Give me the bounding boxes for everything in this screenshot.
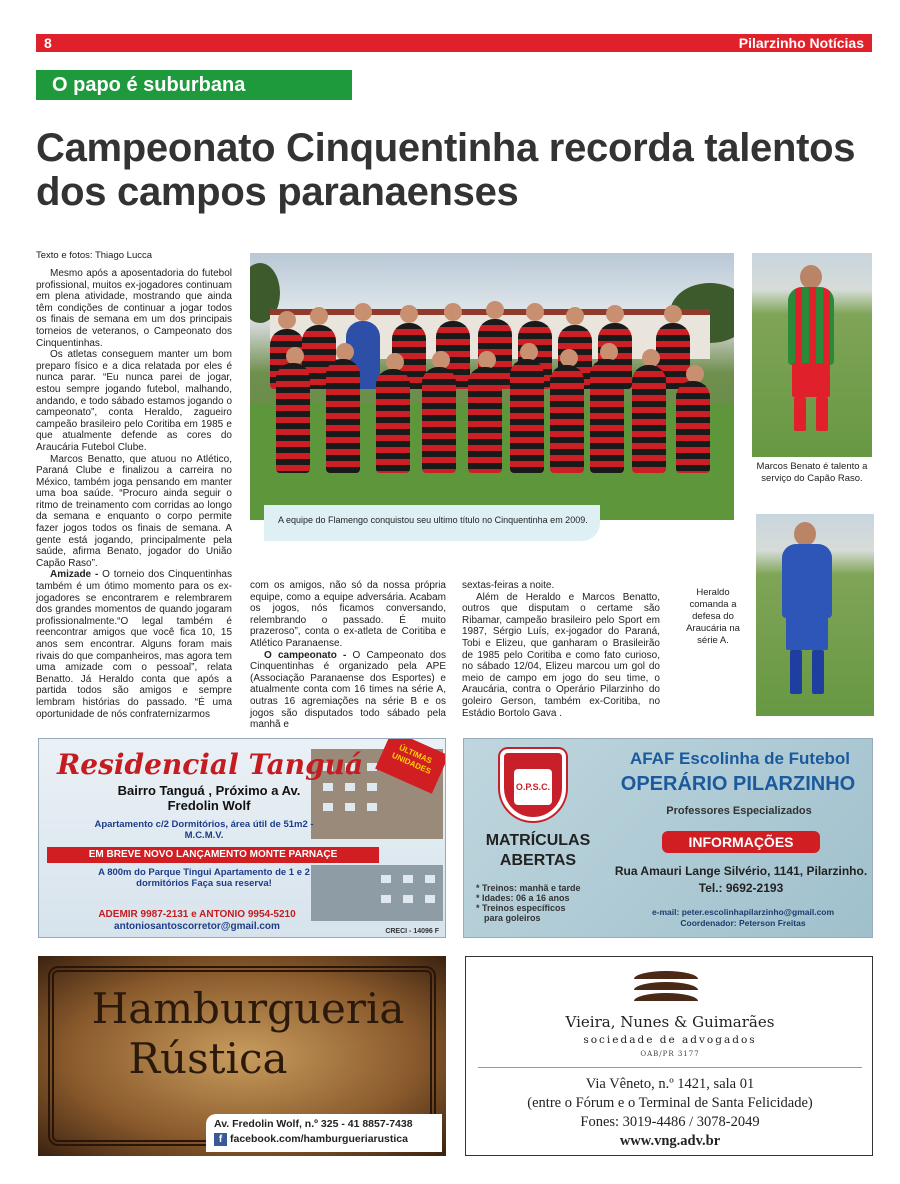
list-item: * Idades: 06 a 16 anos bbox=[476, 893, 570, 903]
firm-reference: (entre o Fórum e o Terminal de Santa Felicidade) bbox=[527, 1095, 813, 1111]
ad-email[interactable]: antoniosantoscorretor@gmail.com bbox=[114, 921, 280, 932]
ad-location: Bairro Tanguá , Próximo a Av. Fredolin Wolf bbox=[117, 783, 301, 813]
ad-apartment-1: Apartamento c/2 Dormitórios, área útil de 51m2 - M.C.M.V. bbox=[94, 819, 314, 841]
ad-title: Residencial Tanguá bbox=[57, 748, 364, 781]
ad-title-line-2: Rústica bbox=[128, 1034, 288, 1083]
ad-contact bbox=[614, 907, 872, 929]
ad-address: Av. Fredolin Wolf, n.º 325 - 41 8857-7438 bbox=[214, 1118, 413, 1130]
paragraph-text: O Campeonato dos Cinquentinhas é organizado pela APE (Associação Paranaense dos Esportes) e atualmente conta com 16 times na série A, outras 16 agremiações na série B e os jogos são disputados todo sábado pela manhã e bbox=[250, 649, 446, 731]
team-photo bbox=[250, 253, 734, 520]
ad-tag: ÚLTIMAS UNIDADES bbox=[375, 738, 446, 794]
shield-initials: O.P.S.C. bbox=[514, 769, 552, 805]
list-item: * Treinos específicos bbox=[476, 903, 566, 913]
club-shield-icon bbox=[500, 749, 566, 821]
ad-title: AFAF Escolinha de Futebol bbox=[629, 749, 851, 768]
player-photo-benato bbox=[752, 253, 872, 457]
divider bbox=[478, 1067, 862, 1068]
ad-hamburgueria-rustica[interactable] bbox=[38, 956, 446, 1156]
ad-coordinator: Coordenador: Peterson Freitas bbox=[680, 918, 806, 928]
top-bar bbox=[36, 34, 872, 52]
headline-line-2: dos campos paranaenses bbox=[36, 170, 519, 214]
ad-title-line-1: Hamburgueria bbox=[91, 984, 405, 1033]
publication-name: Pilarzinho Notícias bbox=[738, 35, 864, 51]
ad-email[interactable]: e-mail: peter.escolinhapilarzinho@gmail.com bbox=[651, 907, 835, 917]
section-label: O papo é suburbana bbox=[36, 70, 352, 100]
headline bbox=[36, 126, 886, 214]
firm-logo-icon bbox=[634, 967, 698, 1005]
firm-subtitle: sociedade de advogados bbox=[583, 1034, 757, 1046]
ad-subtitle: Professores Especializados bbox=[666, 805, 812, 817]
paragraph bbox=[36, 569, 232, 720]
paragraph: Mesmo após a aposentadoria do futebol profissional, muitos ex-jogadores continuam em plena atividade, mostrando que ainda têm condições de continuar a jogar todos os finais de semana em um dos principais torneios de veteranos, o Campeonato dos Cinquentinhas. bbox=[36, 268, 232, 349]
ad-apartment-2: A 800m do Parque Tingui Apartamento de 1 e 2 dormitórios Faça sua reserva! bbox=[98, 867, 310, 889]
ad-residencial-tangua[interactable] bbox=[38, 738, 446, 938]
ad-law-firm[interactable] bbox=[465, 956, 873, 1156]
ad-club-name: OPERÁRIO PILARZINHO bbox=[620, 773, 856, 795]
ad-address: Rua Amauri Lange Silvério, 1141, Pilarzinho. Tel.: 9692-2193 bbox=[614, 864, 868, 895]
subhead: O campeonato - bbox=[264, 649, 347, 661]
firm-address: Via Vêneto, n.º 1421, sala 01 bbox=[585, 1076, 755, 1092]
photo-caption-main: A equipe do Flamengo conquistou seu ultimo título no Cinquentinha em 2009. bbox=[264, 505, 600, 541]
paragraph: com os amigos, não só da nossa própria equipe, como a equipe adversária. Acabam os jogos, nós ficamos conversando, relembrando o passado. É muito prazeroso”, conta o ex-atleta de Coritiba e Atlético Paranaense. bbox=[250, 580, 446, 649]
ad-info-badge: INFORMAÇÕES bbox=[662, 831, 820, 853]
paragraph bbox=[250, 650, 446, 731]
headline-line-1: Campeonato Cinquentinha recorda talentos bbox=[36, 126, 856, 170]
list-item: * Treinos: manhã e tarde bbox=[476, 883, 581, 893]
firm-name: Vieira, Nunes & Guimarães bbox=[565, 1013, 775, 1031]
ad-contact-box bbox=[206, 1114, 442, 1152]
facebook-link[interactable] bbox=[214, 1132, 434, 1147]
ad-banner: EM BREVE NOVO LANÇAMENTO MONTE PARNAÇE bbox=[47, 847, 379, 863]
ad-afaf-escolinha[interactable] bbox=[463, 738, 873, 938]
facebook-url: facebook.com/hamburgueriarustica bbox=[230, 1133, 408, 1145]
article-column-2 bbox=[250, 580, 446, 731]
paragraph-text: O torneio dos Cinquentinhas também é um ótimo momento para os ex-jogadores se encontrarem e relembrarem dos grandes momentos de quando jogaram profissionalmente.“O legal também é reencontrar amigos que você fica 10, 15 anos sem encontrar. Alguns foram mais rivais do que companheiros, mas agora tem uma amizade com o pessoal”, relata Benatto. Já Heraldo conta que após a partida todos são amigos e sempre lembram histórias do passado. “É uma oportunidade de nós confraternizarmos bbox=[36, 569, 232, 720]
ad-phones: ADEMIR 9987-2131 e ANTONIO 9954-5210 bbox=[98, 909, 296, 920]
ad-bullets bbox=[476, 883, 626, 923]
article-column-1 bbox=[36, 268, 232, 720]
article-column-3 bbox=[462, 580, 660, 719]
paragraph: Os atletas conseguem manter um bom preparo físico e a dica relatada por eles é nunca parar. “Eu nunca parei de jogar, estou sempre jogando futebol, malhando, andando, e todo sábado estamos jogando o campeonato”, conta Heraldo, zagueiro campeão brasileiro pelo Coritiba em 1985 e que atualmente defende as cores do Araucária Futebol Clube. bbox=[36, 349, 232, 453]
facebook-icon: f bbox=[214, 1133, 227, 1146]
byline: Texto e fotos: Thiago Lucca bbox=[36, 250, 153, 261]
firm-phones: Fones: 3019-4486 / 3078-2049 bbox=[580, 1114, 760, 1130]
firm-oab: OAB/PR 3177 bbox=[640, 1050, 700, 1058]
subhead: Amizade - bbox=[50, 569, 99, 581]
firm-website[interactable]: www.vng.adv.br bbox=[619, 1133, 721, 1149]
page-number: 8 bbox=[44, 35, 52, 51]
photo-caption-heraldo: Heraldo comanda a defesa do Araucária na série A. bbox=[686, 587, 740, 646]
paragraph: Além de Heraldo e Marcos Benatto, outros que disputam o certame são Ribamar, campeão brasileiro pelo Sport em 1987, Sérgio Luís, ex-jogador do Paraná, Tobi e Elizeu, que ganharam o Brasileirão de 1985 pelo Coritiba e como fato curioso, no sábado 12/04, Elizeu marcou um gol do meio de campo em jogo do seu time, o Araucária, contra o Operário Pilarzinho do goleiro Gerson, também ex-Coritiba, no Estádio Bortolo Gava . bbox=[462, 591, 660, 719]
photo-caption-benato: Marcos Benato é talento a serviço do Capão Raso. bbox=[756, 461, 868, 484]
ad-enrollment: MATRÍCULAS ABERTAS bbox=[485, 832, 591, 869]
paragraph: sextas-feiras a noite. bbox=[462, 580, 555, 591]
player-photo-heraldo bbox=[756, 514, 874, 716]
list-item: para goleiros bbox=[484, 913, 541, 923]
ad-creci: CRECI - 14096 F bbox=[385, 928, 439, 935]
paragraph: Marcos Benatto, que atuou no Atlético, Paraná Clube e finalizou a carreira no México, também joga pensando em manter uma boa saúde. “Procuro ainda seguir o ritmo de treinamento com corridas ao longo da semana e enquanto o corpo permite fazer jogos todos os finais de semana. A gente está jogando, principalmente pela saúde, afirma Benato, jogador do União Capão Raso”. bbox=[36, 453, 232, 569]
